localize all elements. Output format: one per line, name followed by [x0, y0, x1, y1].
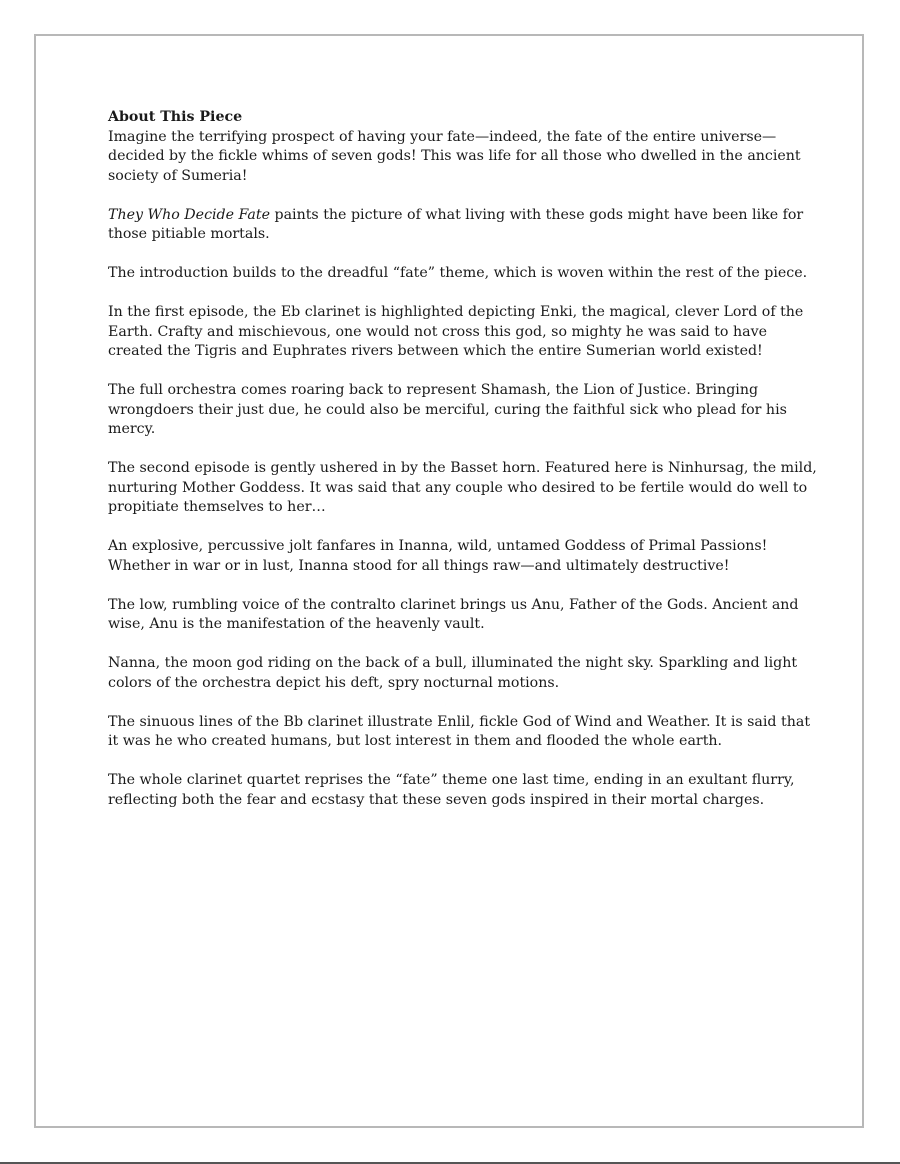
paragraph-text: Nanna, the moon god riding on the back of a bull, illuminated the night sky. Sparkling and light colors of the orchestra depict his deft, spry nocturnal motions.	[108, 655, 798, 691]
paragraph-enlil	[108, 713, 818, 752]
paragraph-text: The low, rumbling voice of the contralto clarinet brings us Anu, Father of the Gods. Ancient and wise, Anu is the manifestation of the heavenly vault.	[108, 596, 799, 632]
piece-title: They Who Decide Fate	[108, 206, 270, 223]
paragraph-enki	[108, 303, 818, 362]
document-heading: About This Piece	[108, 109, 243, 125]
document-body	[108, 108, 818, 830]
document-page	[34, 34, 864, 1128]
paragraph-text: The sinuous lines of the Bb clarinet illustrate Enlil, fickle God of Wind and Weather. It is said that it was he who created humans, but lost interest in them and flooded the whole earth.	[108, 713, 811, 749]
paragraph-text: An explosive, percussive jolt fanfares in Inanna, wild, untamed Goddess of Primal Passions! Whether in war or in lust, Inanna stood for all things raw—and ultimately destructive!	[108, 538, 768, 574]
paragraph-shamash	[108, 381, 818, 440]
paragraph-ninhursag	[108, 459, 818, 518]
paragraph-text: The whole clarinet quartet reprises the “fate” theme one last time, ending in an exultant flurry, reflecting both the fear and ecstasy that these seven gods inspired in their mortal charges.	[108, 772, 795, 808]
paragraph-title-description	[108, 206, 818, 245]
paragraph-text: Imagine the terrifying prospect of having your fate—indeed, the fate of the entire universe—decided by the fickle whims of seven gods! This was life for all those who dwelled in the ancient society of Sumeria!	[108, 128, 801, 184]
paragraph-anu	[108, 596, 818, 635]
paragraph-intro	[108, 128, 818, 187]
paragraph-inanna	[108, 537, 818, 576]
paragraph-text: The full orchestra comes roaring back to represent Shamash, the Lion of Justice. Bringing wrongdoers their just due, he could also be merciful, curing the faithful sick who plead for his mercy.	[108, 382, 787, 437]
paragraph-text: The second episode is gently ushered in by the Basset horn. Featured here is Ninhursag, the mild, nurturing Mother Goddess. It was said that any couple who desired to be fertile would do well to propitiate themselves to her…	[108, 460, 817, 515]
paragraph-text: paints the picture of what living with these gods might have been like for those pitiable mortals.	[108, 206, 804, 242]
paragraph-introduction	[108, 264, 818, 284]
paragraph-nanna	[108, 654, 818, 693]
paragraph-text: In the first episode, the Eb clarinet is highlighted depicting Enki, the magical, clever Lord of the Earth. Crafty and mischievous, one would not cross this god, so mighty he was said to have created the Tigris and Euphrates rivers between which the entire Sumerian world existed!	[108, 304, 804, 359]
paragraph-text: The introduction builds to the dreadful “fate” theme, which is woven within the rest of the piece.	[108, 265, 808, 281]
paragraph-finale	[108, 771, 818, 810]
